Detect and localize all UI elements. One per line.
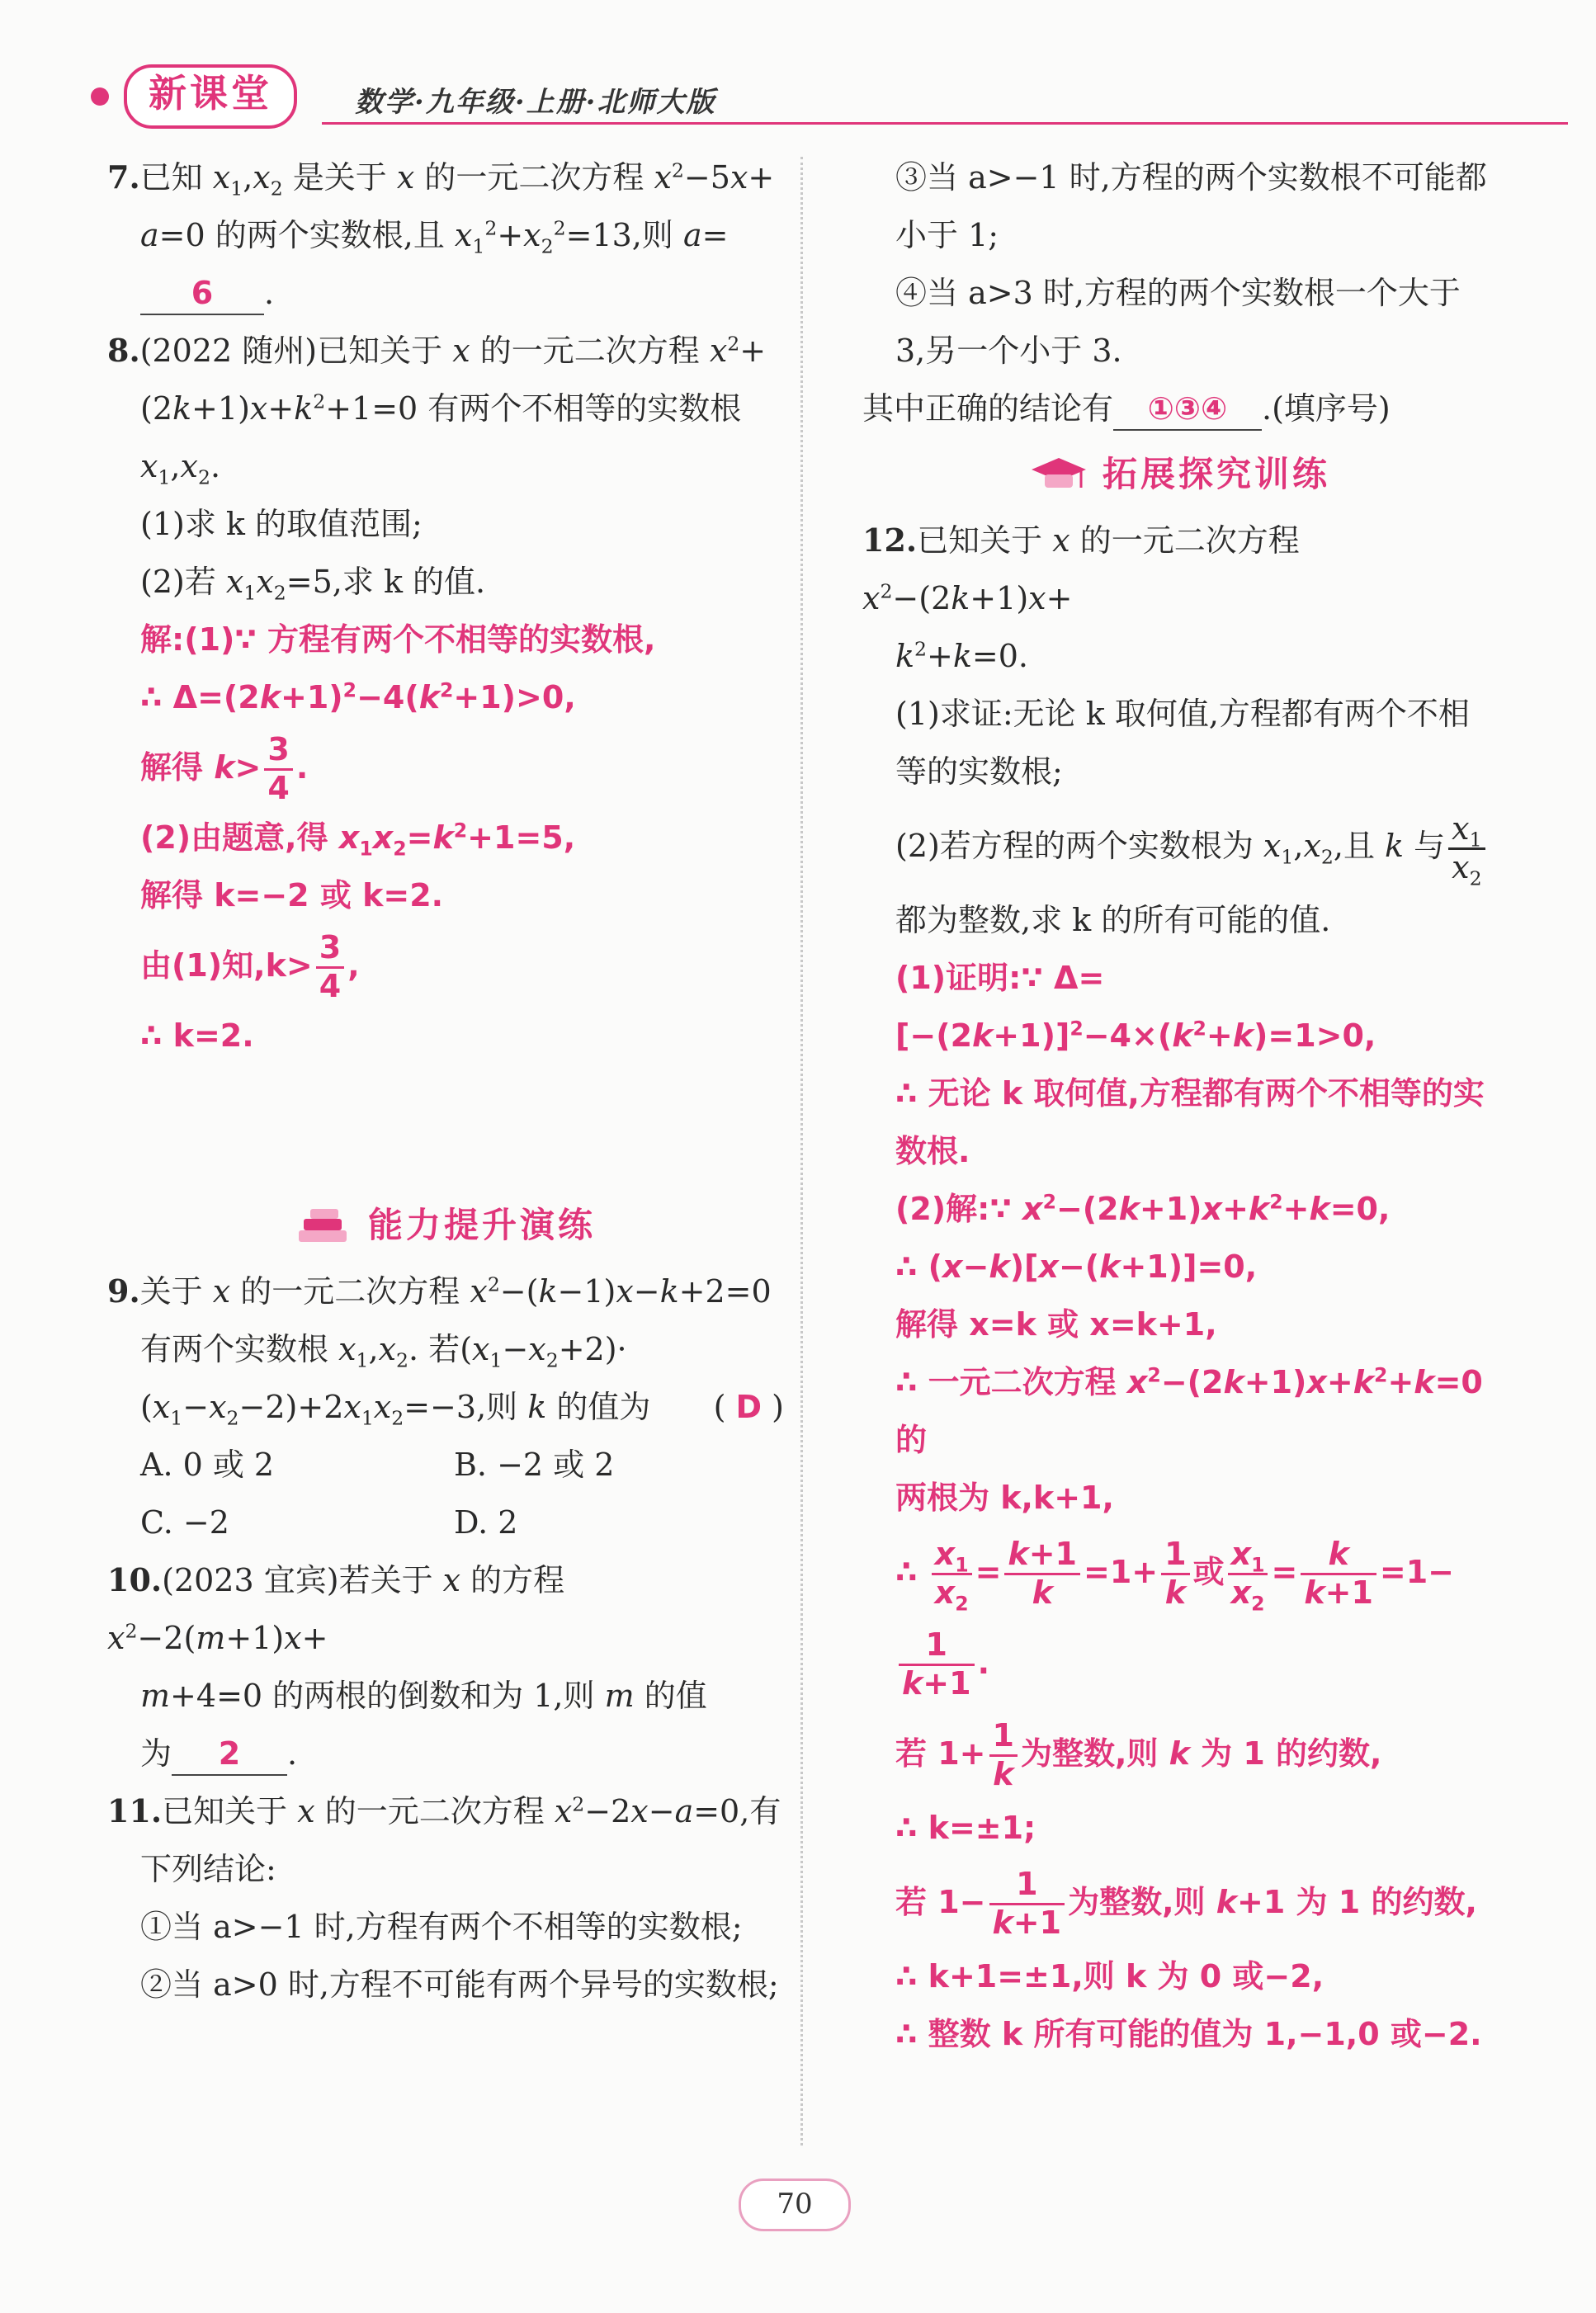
option-d: D. 2 [454,1504,518,1541]
page-header [91,58,1485,132]
question-source: (2023 宜宾) [162,1562,339,1598]
conclusion-4: ④当 a>3 时,方程的两个实数根一个大于 3,另一个小于 3. [895,275,1461,369]
option-b: B. −2 或 2 [454,1447,615,1483]
grad-cap-icon [1030,455,1088,499]
solution-line: 由(1)知,k> $\frac{3}{4}$ , [140,929,360,1004]
option-a: A. 0 或 2 [140,1447,275,1483]
right-column [862,149,1498,2063]
options-row [107,1494,784,1551]
question-part: 都为整数,求 k 的所有可能的值. [895,902,1331,938]
question-part: (2)若 $x_1x_2=5$,求 k 的值. [140,564,486,605]
answer-blank: ①③④ [1113,388,1262,431]
conclusion-2: ②当 a>0 时,方程不可能有两个异号的实数根; [140,1966,779,2003]
question-number: 12. [862,522,918,559]
question-number: 8. [107,332,140,369]
solution-line: ∴ 无论 k 取何值,方程都有两个不相等的实数根. [895,1075,1485,1169]
solution-line: ∴ k=±1; [895,1810,1036,1846]
options-row [107,1436,784,1494]
question-8: 8.(2022 随州)已知关于 x 的一元二次方程 $x^2+$ $(2k+1)x+k^2+1=0$ 有两个不相等的实数根 $x_1,x_2$. (1)求 k 的取值范围; (2)若 $x_1x_2=5$,求 k 的值. 解:(1)∵ 方程有两个不相等的实数根, ∴ $\Delta=(2k+1)^2-4(k^2+1)>0$, 解得 k> $\frac{3}{4}$ . (2)由题意,得 $x_1x_2=k^2+1=5$, 解得 k=−2 或 k=2. 由(1)知,k> $\frac{3}{4}$ , ∴ k=2. [107,322,784,1064]
solution-line: ∴ k=2. [140,1017,254,1054]
column-divider [800,157,803,2145]
solution-line: 解得 k=−2 或 k=2. [140,877,444,913]
conclusion-3: ③当 a>−1 时,方程的两个实数根不可能都小于 1; [895,159,1487,253]
section-title-explore: 拓展探究训练 [862,437,1498,512]
question-12: 12.已知关于 x 的一元二次方程 $x^2-(2k+1)x+$ $k^2+k=0$. (1)求证:无论 k 取何值,方程都有两个不相等的实数根; (2)若方程的两个实数根为 $x_1,x_2$,且 k 与 $\frac{x_1}{x_2}$ 都为整数,求 k 的所有可能的值. (1)证明:∵ $\Delta=[-(2k+1)]^2-4\times(k^2+k)=1>0$, ∴ 无论 k 取何值,方程都有两个不相等的实数根. (2)解:∵ $x^2-(2k+1)x+k^2+k=0$, ∴ (x−k)[x−(k+1)]=0, 解得 x=k 或 x=k+1, ∴ 一元二次方程 $x^2-(2k+1)x+k^2+k=0$ 的 两根为 k,k+1, ∴ $\frac{x_1}{x_2}$ = $\frac{k+1}{k}$ =1+ $\frac{1}{k}$ 或 $\frac{x_1}{x_2}$ = $\frac{k}{k+1}$ =1− $\frac{1}{k+1}$ . 若 1+ $\frac{1}{k}$ 为整数,则 k 为 1 的约数, ∴ k=±1; 若 1− $\frac{1}{k+1}$ 为整数,则 k+1 为 1 的约数, ∴ k+1=±1,则 k 为 0 或−2, ∴ 整数 k 所有可能的值为 1,−1,0 或−2. [862,512,1498,2063]
solution-line: ∴ (x−k)[x−(k+1)]=0, [895,1249,1258,1285]
question-source: (2022 随州) [139,333,318,369]
solution-line: 解得 x=k 或 x=k+1, [895,1306,1217,1343]
section-title-ability: 能力提升演练 [107,1188,784,1263]
left-column [107,149,784,2013]
answer-blank: 2 [172,1733,287,1776]
conclusion-summary: 其中正确的结论有 ①③④ .(填序号) [862,380,1498,437]
solution-line: 解:(1)∵ 方程有两个不相等的实数根, [140,621,656,658]
question-number: 9. [107,1272,140,1310]
question-11: 11.已知关于 x 的一元二次方程 $x^2-2x-a=0$,有 下列结论: ①当 a>−1 时,方程有两个不相等的实数根; ②当 a>0 时,方程不可能有两个异号的实数根; [107,1782,784,2013]
answer-choice: D [735,1389,763,1425]
books-icon [295,1206,353,1250]
book-subject: 数学·九年级·上册·北师大版 [355,86,716,119]
solution-line: ∴ 整数 k 所有可能的值为 1,−1,0 或−2. [895,2016,1482,2052]
solution-line: ∴ $\frac{x_1}{x_2}$ = $\frac{k+1}{k}$ =1+ $\frac{1}{k}$ 或 $\frac{x_1}{x_2}$ = $\frac{k}{k+1}$ =1− $\frac{1}{k+1}$ . [895,1536,1455,1702]
solution-line: ∴ k+1=±1,则 k 为 0 或−2, [895,1958,1324,1994]
question-part: (2)若方程的两个实数根为 $x_1,x_2$,且 k 与 $\frac{x_1}{x_2}$ [862,800,1498,891]
solution-line: 若 1− $\frac{1}{k+1}$ 为整数,则 k+1 为 1 的约数, [895,1866,1477,1941]
solution-line: 两根为 k,k+1, [895,1480,1114,1516]
solution-line: ∴ $\Delta=(2k+1)^2-4(k^2+1)>0$, [140,678,576,715]
question-number: 10. [107,1561,163,1598]
question-part: (1)求证:无论 k 取何值,方程都有两个不相等的实数根; [895,696,1470,790]
question-number: 11. [107,1792,163,1829]
option-c: C. −2 [140,1504,229,1541]
brand-logo: 新课堂 [124,64,297,129]
question-7: 7.已知 $x_1,x_2$ 是关于 x 的一元二次方程 $x^2-5x+$ a=0 的两个实数根,且 $x_1^2+x_2^2=13$,则 a= 6 . [107,149,784,322]
question-part: (1)求 k 的取值范围; [140,506,423,542]
question-10: 10.(2023 宜宾)若关于 x 的方程 $x^2-2(m+1)x+$ m+4=0 的两根的倒数和为 1,则 m 的值 为 2 . [107,1551,784,1782]
solution-line: (2)由题意,得 $x_1x_2=k^2+1=5$, [140,819,576,861]
solution-line: 解得 k> $\frac{3}{4}$ . [140,731,309,806]
solution-line: (2)解:∵ $x^2-(2k+1)x+k^2+k=0$, [895,1190,1391,1227]
answer-blank: 6 [140,272,264,315]
solution-line: 若 1+ $\frac{1}{k}$ 为整数,则 k 为 1 的约数, [895,1717,1382,1792]
question-9: 9.关于 x 的一元二次方程 $x^2-(k-1)x-k+2=0$ 有两个实数根 $x_1,x_2$. 若$(x_1-x_2+2)\cdot$ $(x_1-x_2-2)+2x_1x_2=-3$,则 k 的值为 ( D ) A. 0 或 2 B. −2 或 2 C. −2 D. 2 [107,1263,784,1551]
question-number: 7. [107,158,140,196]
brand-dot-icon [91,87,109,106]
conclusion-1: ①当 a>−1 时,方程有两个不相等的实数根; [140,1909,743,1945]
header-rule [322,122,1568,125]
solution-line: (1)证明:∵ $\Delta=[-(2k+1)]^2-4\times(k^2+k)=1>0$, [895,960,1376,1054]
page-number: 70 [739,2178,851,2231]
solution-line: ∴ 一元二次方程 $x^2-(2k+1)x+k^2+k=0$ 的 [895,1363,1483,1458]
